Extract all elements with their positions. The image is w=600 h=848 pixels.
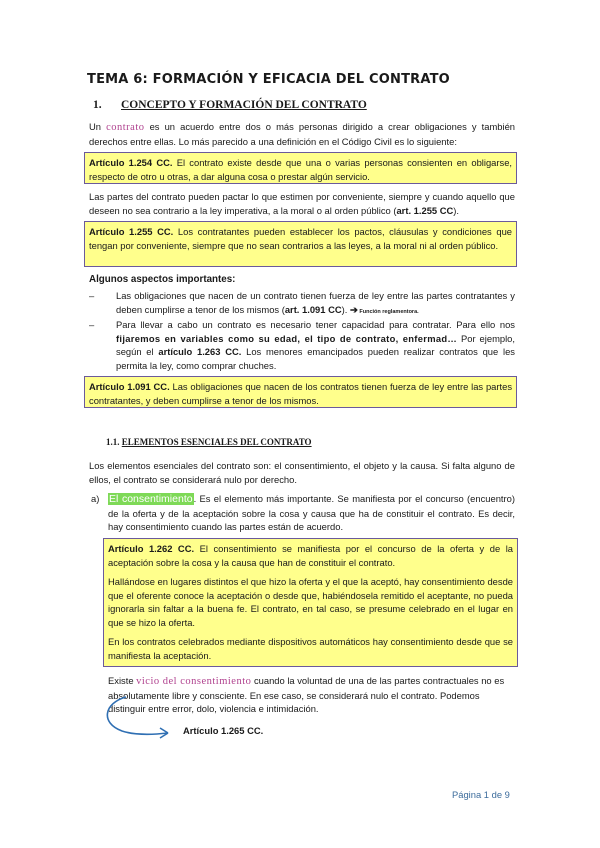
section-number: 1. bbox=[93, 99, 102, 111]
list-dash: – bbox=[89, 290, 95, 301]
paragraph-elementos: Los elementos esenciales del contrato son: el consentimiento, el objeto y la causa. Si falta alguno de ellos, el contrato se considerará nulo por derecho. bbox=[89, 460, 515, 485]
box-paragraph bbox=[108, 542, 513, 569]
intro-post: es un acuerdo entre dos o más personas dirigido a crear obligaciones y también derechos entre ellas. Lo más parecido a una definición en el Código Civil es lo siguiente: bbox=[89, 121, 515, 147]
para-end: ). bbox=[453, 204, 460, 216]
subsection-title: ELEMENTOS ESENCIALES DEL CONTRATO bbox=[121, 437, 312, 447]
item-note: Función reglamentora. bbox=[357, 308, 419, 315]
term-contrato: contrato bbox=[106, 122, 145, 133]
vicio-post: cuando la voluntad de una de las partes contractuales no es absolutamente libre y consciente. En ese caso, se considerará nulo el contrato. Podemos distinguir entre error, dolo, violencia e intimidación. bbox=[108, 675, 505, 714]
term-consentimiento: El consentimiento bbox=[109, 493, 193, 505]
paragraph-pactar bbox=[89, 190, 515, 217]
item-mid: ). bbox=[341, 303, 350, 315]
section-title: CONCEPTO Y FORMACIÓN DEL CONTRATO bbox=[121, 99, 367, 111]
section-heading bbox=[93, 99, 367, 111]
item-text: Por ejemplo, según el bbox=[116, 332, 515, 357]
item-bold: fijaremos en variables como su edad, el tipo de contrato, enfermad… bbox=[116, 332, 458, 344]
box-paragraph: Hallándose en lugares distintos el que hizo la oferta y el que la aceptó, hay consentimiento desde que el oferente conoce la aceptación o desde que, habiéndosela remitido el aceptante, no pueda ignorarla sin faltar a la buena fe. El contrato, en tal caso, se presume celebrado en el lugar en que se hizo la oferta. bbox=[108, 576, 513, 628]
intro-pre: Un bbox=[89, 121, 107, 132]
article-box-1255 bbox=[84, 221, 517, 267]
arrow-icon: ➔ bbox=[349, 303, 358, 315]
item-text: . Es el elemento más importante. Se manifiesta por el concurso (encuentro) de la oferta y de la aceptación sobre la cosa y causa que ha de constituir el contrato. Es decir, hay consentimiento cuando las partes están de acuerdo. bbox=[108, 493, 515, 532]
curved-arrow-icon bbox=[98, 693, 178, 743]
article-text: Los contratantes pueden establecer los pactos, cláusulas y condiciones que tengan por conveniente, siempre que no sean contrarios a las leyes, a la moral ni al orden público. bbox=[89, 226, 512, 251]
article-text: Las obligaciones que nacen de los contratos tienen fuerza de ley entre las partes contratantes, y deben cumplirse a tenor de los mismos. bbox=[89, 381, 513, 406]
article-box-1091 bbox=[84, 376, 517, 408]
list-item bbox=[89, 289, 515, 319]
subsection-number: 1.1. bbox=[106, 437, 120, 447]
item-text: Para llevar a cabo un contrato es necesario tener capacidad para contratar. Para ello nos bbox=[116, 319, 515, 330]
article-ref: Artículo 1.091 CC. bbox=[89, 381, 170, 392]
term-vicio: vicio del consentimiento bbox=[136, 676, 252, 687]
item-text: Las obligaciones que nacen de un contrato tienen fuerza de ley entre las partes contratantes y deben cumplirse a tenor de los mismos ( bbox=[116, 290, 515, 315]
article-ref: Artículo 1.254 CC. bbox=[89, 157, 173, 168]
article-ref: art. 1.091 CC bbox=[284, 303, 342, 315]
box-paragraph: En los contratos celebrados mediante dispositivos automáticos hay consentimiento desde que se manifiesta la aceptación. bbox=[108, 636, 513, 661]
article-reference: Artículo 1.265 CC. bbox=[183, 725, 264, 736]
page-number: Página 1 de 9 bbox=[452, 789, 510, 800]
article-text: El consentimiento se manifiesta por el concurso de la oferta y de la aceptación sobre la cosa y la causa que han de constituir el contrato. bbox=[108, 543, 513, 568]
article-ref: artículo 1.263 CC. bbox=[158, 346, 242, 357]
article-box-1262 bbox=[103, 538, 518, 667]
article-ref: Artículo 1.262 CC. bbox=[108, 543, 195, 554]
article-box-1254 bbox=[84, 152, 517, 184]
vicio-pre: Existe bbox=[108, 675, 137, 686]
subsection-heading bbox=[106, 437, 312, 447]
item-text: Los menores emancipados pueden realizar contratos que les permita la ley, como comprar chuches. bbox=[116, 346, 515, 371]
aspects-heading: Algunos aspectos importantes: bbox=[89, 274, 236, 285]
article-ref: Artículo 1.255 CC. bbox=[89, 226, 174, 237]
list-marker: a) bbox=[91, 493, 100, 504]
document-title: TEMA 6: FORMACIÓN Y EFICACIA DEL CONTRATO bbox=[87, 72, 450, 87]
list-dash: – bbox=[89, 319, 95, 330]
intro-paragraph bbox=[89, 120, 515, 148]
list-item-a bbox=[89, 492, 515, 534]
list-item bbox=[89, 318, 515, 372]
article-text: El contrato existe desde que una o varias personas consienten en obligarse, respecto de otro u otras, a dar alguna cosa o prestar algún servicio. bbox=[89, 157, 513, 182]
para-text: Las partes del contrato pueden pactar lo que estimen por conveniente, siempre y cuando aquello que deseen no sea contrario a la ley imperativa, a la moral o al orden público ( bbox=[89, 191, 515, 216]
article-ref: art. 1.255 CC bbox=[396, 204, 454, 216]
